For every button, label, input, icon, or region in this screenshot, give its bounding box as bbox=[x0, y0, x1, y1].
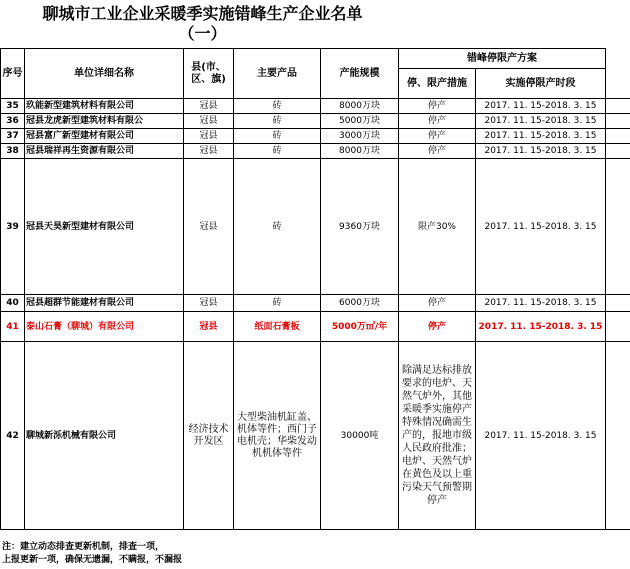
table-row bbox=[1, 159, 630, 295]
cell-blank bbox=[606, 295, 630, 312]
cell-measure: 停产 bbox=[399, 114, 476, 129]
header-blank bbox=[606, 49, 630, 99]
cell-capacity: 5000万㎡/年 bbox=[321, 312, 399, 342]
footnote-line-1: 注：建立动态排查更新机制，排查一项， bbox=[2, 542, 165, 552]
cell-company: 聊城新泺机械有限公司 bbox=[25, 342, 184, 530]
cell-company: 冠县龙虎新型建筑材料有限公 bbox=[25, 114, 184, 129]
cell-capacity: 9360万块 bbox=[321, 159, 399, 295]
cell-blank bbox=[606, 144, 630, 159]
cell-period: 2017. 11. 15-2018. 3. 15 bbox=[476, 312, 606, 342]
header-product: 主要产品 bbox=[234, 49, 321, 99]
page-title bbox=[0, 4, 405, 44]
header-measure: 停、限产措施 bbox=[399, 69, 476, 99]
cell-product: 砖 bbox=[234, 129, 321, 144]
cell-seq: 41 bbox=[1, 312, 25, 342]
header-row-top bbox=[1, 49, 630, 69]
cell-period: 2017. 11. 15-2018. 3. 15 bbox=[476, 342, 606, 530]
cell-product: 砖 bbox=[234, 144, 321, 159]
cell-blank bbox=[606, 312, 630, 342]
cell-seq: 36 bbox=[1, 114, 25, 129]
cell-period: 2017. 11. 15-2018. 3. 15 bbox=[476, 295, 606, 312]
cell-county: 冠县 bbox=[184, 144, 234, 159]
cell-product: 大型柴油机缸盖、机体等件；西门子电机壳；华柴发动机机体等件 bbox=[234, 342, 321, 530]
cell-county: 冠县 bbox=[184, 99, 234, 114]
table-row bbox=[1, 295, 630, 312]
cell-county: 经济技术开发区 bbox=[184, 342, 234, 530]
cell-blank bbox=[606, 129, 630, 144]
cell-period: 2017. 11. 15-2018. 3. 15 bbox=[476, 99, 606, 114]
cell-seq: 42 bbox=[1, 342, 25, 530]
cell-capacity: 5000万块 bbox=[321, 114, 399, 129]
cell-measure: 停产 bbox=[399, 144, 476, 159]
cell-seq: 39 bbox=[1, 159, 25, 295]
cell-company: 玖能新型建筑材料有限公司 bbox=[25, 99, 184, 114]
cell-blank bbox=[606, 114, 630, 129]
cell-period: 2017. 11. 15-2018. 3. 15 bbox=[476, 129, 606, 144]
cell-seq: 38 bbox=[1, 144, 25, 159]
cell-company: 冠县超群节能建材有限公司 bbox=[25, 295, 184, 312]
cell-period: 2017. 11. 15-2018. 3. 15 bbox=[476, 144, 606, 159]
header-plan-group: 错峰停限产方案 bbox=[399, 49, 606, 69]
cell-county: 冠县 bbox=[184, 114, 234, 129]
cell-capacity: 6000万块 bbox=[321, 295, 399, 312]
cell-measure: 停产 bbox=[399, 295, 476, 312]
company-table bbox=[0, 48, 630, 530]
cell-product: 砖 bbox=[234, 99, 321, 114]
cell-company: 泰山石膏（聊城）有限公司 bbox=[25, 312, 184, 342]
cell-measure: 停产 bbox=[399, 129, 476, 144]
title-line-2: （一） bbox=[178, 24, 227, 43]
cell-period: 2017. 11. 15-2018. 3. 15 bbox=[476, 159, 606, 295]
cell-period: 2017. 11. 15-2018. 3. 15 bbox=[476, 114, 606, 129]
cell-capacity: 8000万块 bbox=[321, 144, 399, 159]
table-row bbox=[1, 342, 630, 530]
cell-seq: 40 bbox=[1, 295, 25, 312]
table-row bbox=[1, 129, 630, 144]
header-period: 实施停限产时段 bbox=[476, 69, 606, 99]
cell-blank bbox=[606, 159, 630, 295]
table-row-highlighted bbox=[1, 312, 630, 342]
header-seq: 序号 bbox=[1, 49, 25, 99]
table-row bbox=[1, 99, 630, 114]
cell-county: 冠县 bbox=[184, 295, 234, 312]
header-capacity: 产能规模 bbox=[321, 49, 399, 99]
cell-seq: 35 bbox=[1, 99, 25, 114]
cell-seq: 37 bbox=[1, 129, 25, 144]
header-company: 单位详细名称 bbox=[25, 49, 184, 99]
cell-company: 冠县瑞祥再生资源有限公司 bbox=[25, 144, 184, 159]
cell-product: 砖 bbox=[234, 159, 321, 295]
header-county: 县(市、区、旗) bbox=[184, 49, 234, 99]
cell-capacity: 3000万块 bbox=[321, 129, 399, 144]
cell-product: 砖 bbox=[234, 295, 321, 312]
cell-county: 冠县 bbox=[184, 159, 234, 295]
cell-county: 冠县 bbox=[184, 312, 234, 342]
cell-county: 冠县 bbox=[184, 129, 234, 144]
cell-blank bbox=[606, 99, 630, 114]
title-line-1: 聊城市工业企业采暖季实施错峰生产企业名单 bbox=[42, 4, 363, 23]
cell-measure: 除满足达标排放要求的电炉、天然气炉外，其他采暖季实施停产特殊情况确需生产的，报地市级人民政府批准；电炉、天然气炉在黄色及以上重污染天气预警期停产 bbox=[399, 342, 476, 530]
cell-blank bbox=[606, 342, 630, 530]
cell-measure: 限产30% bbox=[399, 159, 476, 295]
table-row bbox=[1, 144, 630, 159]
cell-measure: 停产 bbox=[399, 99, 476, 114]
cell-capacity: 8000万块 bbox=[321, 99, 399, 114]
footnote-line-2: 上报更新一项，确保无遗漏，不瞒报，不漏报 bbox=[2, 555, 183, 565]
cell-product: 纸面石膏板 bbox=[234, 312, 321, 342]
cell-product: 砖 bbox=[234, 114, 321, 129]
cell-measure: 停产 bbox=[399, 312, 476, 342]
cell-company: 冠县天昊新型建材有限公司 bbox=[25, 159, 184, 295]
table-row bbox=[1, 114, 630, 129]
cell-company: 冠县富广新型建材有限公司 bbox=[25, 129, 184, 144]
cell-capacity: 30000吨 bbox=[321, 342, 399, 530]
